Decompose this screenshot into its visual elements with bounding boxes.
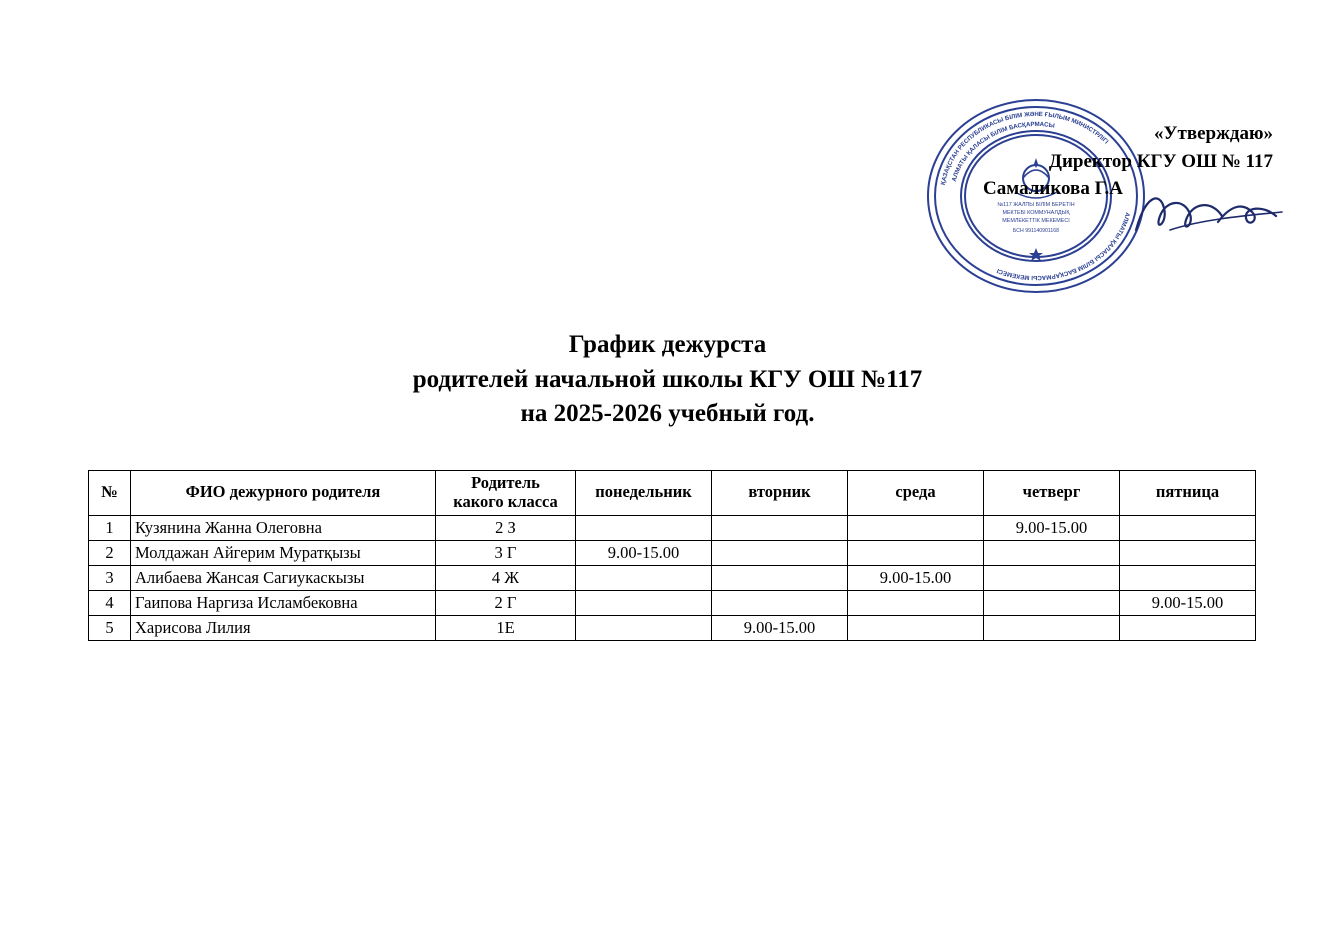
cell-monday <box>576 590 712 615</box>
header-wednesday: среда <box>848 471 984 516</box>
title-line-3: на 2025-2026 учебный год. <box>520 400 815 427</box>
cell-parent-name: Молдажан Айгерим Муратқызы <box>131 540 436 565</box>
table-row <box>89 590 1256 615</box>
cell-number: 5 <box>89 615 131 640</box>
approval-director-title: Директор КГУ ОШ № 117 <box>1048 150 1273 172</box>
svg-text:№117 ЖАЛПЫ БІЛІМ БЕРЕТІН: №117 ЖАЛПЫ БІЛІМ БЕРЕТІН <box>997 202 1075 208</box>
header-tuesday: вторник <box>712 471 848 516</box>
cell-parent-name: Гаипова Наргиза Исламбековна <box>131 590 436 615</box>
svg-text:АЛМАТЫ ҚАЛАСЫ БІЛІМ БАСҚАРМАСЫ: АЛМАТЫ ҚАЛАСЫ БІЛІМ БАСҚАРМАСЫ МЕКЕМЕСІ <box>995 211 1132 282</box>
header-monday: понедельник <box>576 471 712 516</box>
cell-parent-class: 4 Ж <box>436 565 576 590</box>
title-line-1: График дежурста <box>568 331 767 358</box>
cell-wednesday: 9.00-15.00 <box>848 565 984 590</box>
cell-parent-class: 1Е <box>436 615 576 640</box>
cell-number: 3 <box>89 565 131 590</box>
svg-text:МЕКТЕБІ КОММУНАЛДЫҚ: МЕКТЕБІ КОММУНАЛДЫҚ <box>1002 210 1070 216</box>
table-row <box>89 615 1256 640</box>
page-title <box>0 328 1335 432</box>
svg-text:АЛМАТЫ ҚАЛАСЫ БІЛІМ БАСҚАРМАСЫ: АЛМАТЫ ҚАЛАСЫ БІЛІМ БАСҚАРМАСЫ <box>950 121 1056 183</box>
cell-friday <box>1120 540 1256 565</box>
cell-friday: 9.00-15.00 <box>1120 590 1256 615</box>
duty-schedule-table-wrapper <box>88 470 1256 641</box>
cell-wednesday <box>848 515 984 540</box>
cell-number: 4 <box>89 590 131 615</box>
cell-tuesday <box>712 515 848 540</box>
title-line-2: родителей начальной школы КГУ ОШ №117 <box>412 365 923 393</box>
cell-thursday: 9.00-15.00 <box>984 515 1120 540</box>
header-friday: пятница <box>1120 471 1256 516</box>
header-number: № <box>89 471 131 516</box>
cell-number: 1 <box>89 515 131 540</box>
header-parent-class-line1: Родитель <box>471 473 540 492</box>
cell-parent-class: 3 Г <box>436 540 576 565</box>
cell-friday <box>1120 515 1256 540</box>
cell-monday <box>576 565 712 590</box>
cell-thursday <box>984 565 1120 590</box>
table-header-row <box>89 471 1256 516</box>
approval-block <box>853 120 1273 203</box>
table-row <box>89 515 1256 540</box>
cell-tuesday <box>712 590 848 615</box>
svg-text:МЕМЛЕКЕТТІК МЕКЕМЕСІ: МЕМЛЕКЕТТІК МЕКЕМЕСІ <box>1002 218 1070 224</box>
cell-monday <box>576 515 712 540</box>
cell-parent-class: 2 Г <box>436 590 576 615</box>
cell-wednesday <box>848 540 984 565</box>
cell-thursday <box>984 615 1120 640</box>
cell-monday <box>576 615 712 640</box>
cell-wednesday <box>848 615 984 640</box>
cell-number: 2 <box>89 540 131 565</box>
cell-parent-class: 2 З <box>436 515 576 540</box>
cell-wednesday <box>848 590 984 615</box>
header-parent-name: ФИО дежурного родителя <box>131 471 436 516</box>
approval-label: «Утверждаю» <box>1154 123 1273 144</box>
table-row <box>89 565 1256 590</box>
cell-friday <box>1120 565 1256 590</box>
cell-thursday <box>984 590 1120 615</box>
cell-tuesday <box>712 565 848 590</box>
header-thursday: четверг <box>984 471 1120 516</box>
cell-parent-name: Харисова Лилия <box>131 615 436 640</box>
duty-schedule-table <box>88 470 1256 641</box>
cell-tuesday: 9.00-15.00 <box>712 615 848 640</box>
table-row <box>89 540 1256 565</box>
header-parent-class <box>436 471 576 516</box>
header-parent-class-line2: какого класса <box>453 491 558 511</box>
svg-text:ҚАЗАҚСТАН РЕСПУБЛИКАСЫ БІЛІМ Ж: ҚАЗАҚСТАН РЕСПУБЛИКАСЫ БІЛІМ ЖӘНЕ ҒЫЛЫМ МИНИСТРЛІГІ <box>939 110 1110 186</box>
cell-tuesday <box>712 540 848 565</box>
cell-friday <box>1120 615 1256 640</box>
svg-text:БСН 991140901168: БСН 991140901168 <box>1012 228 1060 234</box>
approval-director-name: Самаликова Г.А <box>983 178 1123 200</box>
cell-thursday <box>984 540 1120 565</box>
cell-parent-name: Кузянина Жанна Олеговна <box>131 515 436 540</box>
cell-parent-name: Алибаева Жансая Сагиукаскызы <box>131 565 436 590</box>
cell-monday: 9.00-15.00 <box>576 540 712 565</box>
